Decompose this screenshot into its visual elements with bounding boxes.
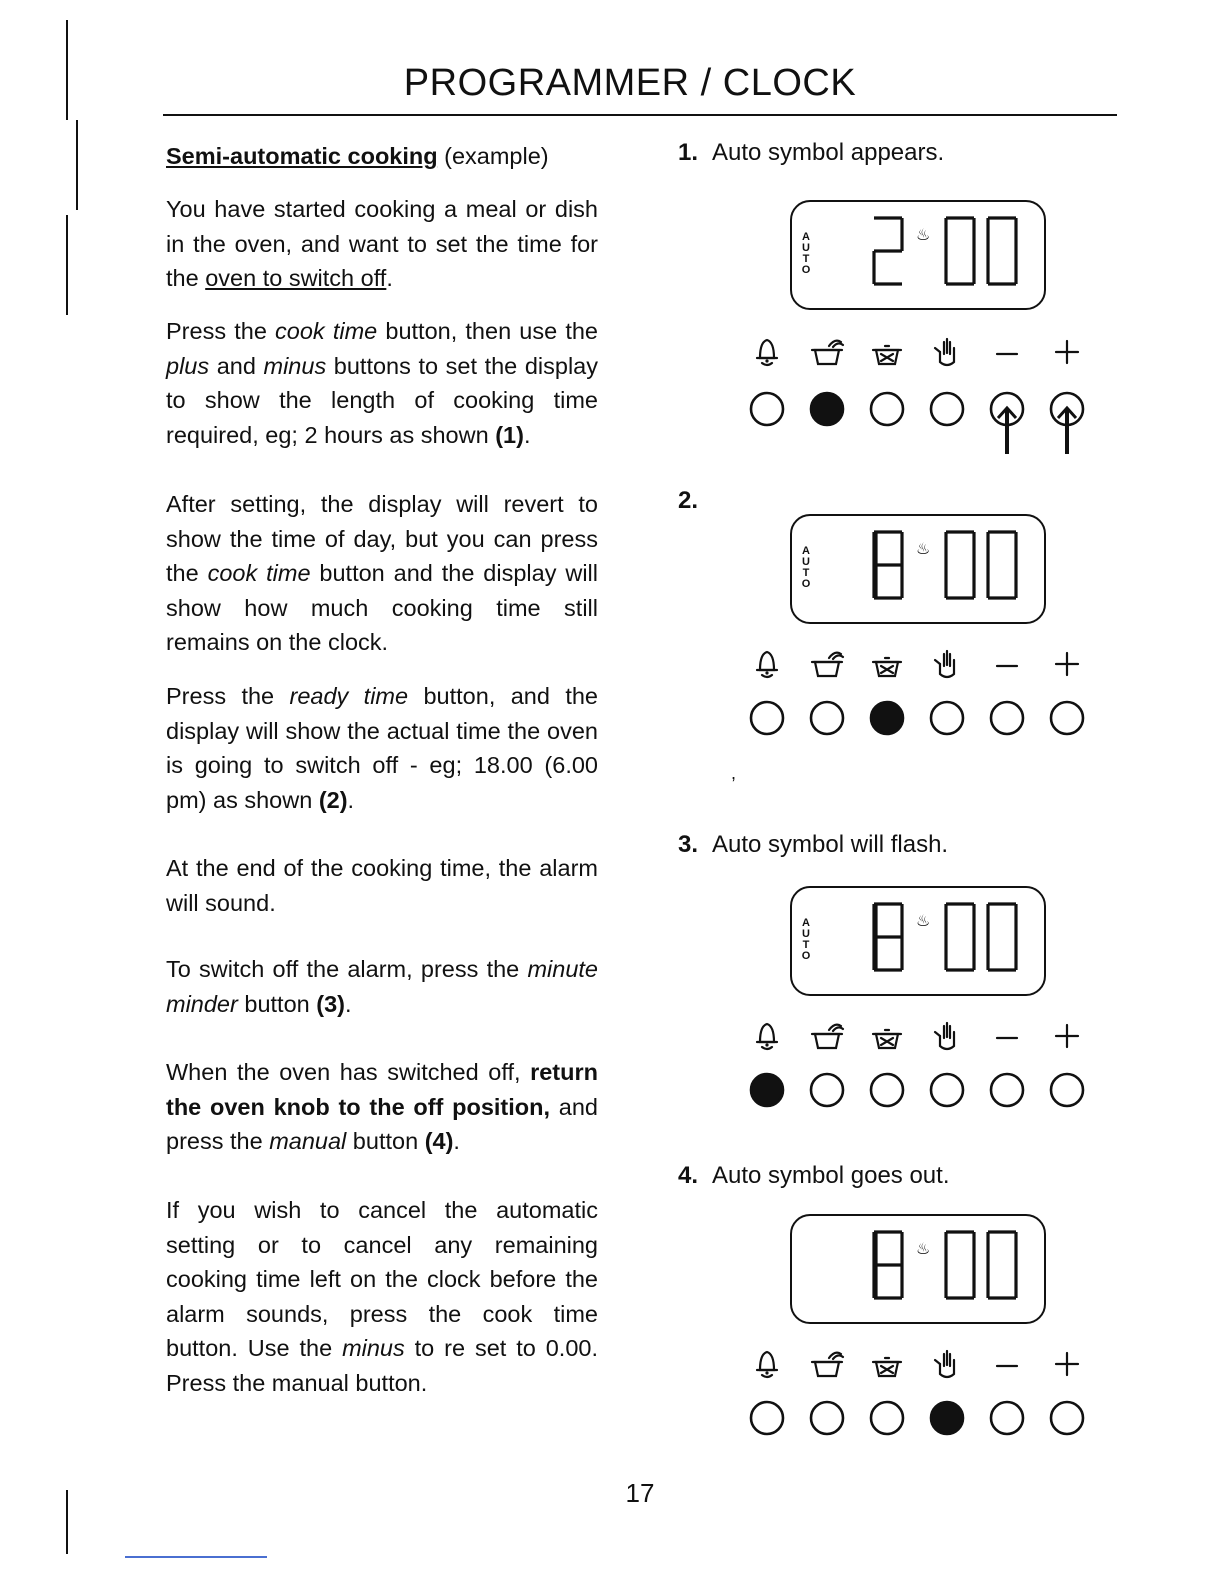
minus-icon: [985, 642, 1029, 686]
figure-ref: (3): [316, 990, 345, 1017]
control-icons-row: [735, 1342, 1095, 1386]
cook-time-pot-icon: [805, 330, 849, 374]
control-button-3[interactable]: [864, 1395, 910, 1441]
manual-hand-icon: [925, 642, 969, 686]
control-button-5[interactable]: [984, 1395, 1030, 1441]
lcd-time-digits: [792, 1216, 1044, 1322]
control-button-5[interactable]: [984, 1067, 1030, 1113]
text: .: [344, 990, 352, 1017]
paragraph-switch-off-alarm: [166, 952, 598, 1021]
minute-minder-bell-icon: [745, 330, 789, 374]
control-icons-row: [735, 1014, 1095, 1058]
step-number: 1.: [678, 139, 699, 166]
control-button-4[interactable]: [924, 1395, 970, 1441]
paragraph-set-cook-time: [166, 314, 598, 452]
control-button-3[interactable]: [864, 695, 910, 741]
bottom-rule: [125, 1556, 267, 1558]
margin-mark: [76, 120, 78, 210]
control-button-4[interactable]: [924, 386, 970, 432]
control-button-1[interactable]: [744, 695, 790, 741]
step-caption: Auto symbol appears.: [712, 139, 945, 166]
ready-time-pot-icon: [865, 1342, 909, 1386]
text: button: [346, 1128, 425, 1155]
text: To switch off the alarm, press the: [166, 956, 528, 982]
stray-mark: ,: [731, 763, 737, 783]
margin-mark: [66, 1490, 68, 1554]
cook-time-pot-icon: [805, 642, 849, 686]
step-label: [678, 831, 948, 859]
control-button-6[interactable]: [1044, 1067, 1090, 1113]
control-button-4[interactable]: [924, 1067, 970, 1113]
step-number: 2.: [678, 487, 699, 514]
text: and press the: [166, 1093, 598, 1155]
text: You have started cooking a meal or dish in the oven, and want to set the time for the: [166, 196, 598, 292]
italic-text: cook time: [275, 318, 378, 344]
control-button-5[interactable]: [984, 386, 1030, 432]
control-button-2[interactable]: [804, 1395, 850, 1441]
lcd-display: [790, 1214, 1046, 1324]
italic-text: plus: [166, 352, 210, 379]
step-caption: Auto symbol will flash.: [712, 831, 949, 858]
text: button, and the display will show the actual time the oven is going to switch off - eg; 18.00 (6.00 pm) as shown: [166, 683, 598, 813]
paragraph-ready-time: [166, 679, 598, 817]
lcd-display: [790, 886, 1046, 996]
lcd-display: [790, 200, 1046, 310]
step-number: 3.: [678, 831, 699, 858]
margin-mark: [66, 215, 68, 315]
section-heading-title: Semi-automatic cooking: [166, 143, 438, 169]
manual-hand-icon: [925, 1014, 969, 1058]
text: .: [347, 786, 355, 813]
text: button, then use the: [377, 318, 598, 344]
text: .: [453, 1128, 460, 1155]
step-caption: Auto symbol goes out.: [712, 1162, 950, 1189]
section-heading-suffix: (example): [437, 143, 549, 169]
text: buttons to set the display to show the length of cooking time required, eg; 2 hours as shown: [166, 352, 598, 448]
plus-icon: [1045, 1014, 1089, 1058]
manual-hand-icon: [925, 330, 969, 374]
minute-minder-bell-icon: [745, 1342, 789, 1386]
lcd-time-digits: [792, 202, 1044, 308]
section-heading: [166, 139, 598, 174]
lcd-time-digits: [792, 888, 1044, 994]
control-button-1[interactable]: [744, 1395, 790, 1441]
page-title: PROGRAMMER / CLOCK: [403, 62, 857, 104]
italic-text: manual: [269, 1128, 347, 1155]
plus-icon: [1045, 642, 1089, 686]
italic-text: cook time: [207, 560, 311, 587]
paragraph-cancel: [166, 1193, 598, 1401]
italic-text: minus: [342, 1335, 405, 1362]
text: .: [386, 265, 393, 292]
control-button-6[interactable]: [1044, 1395, 1090, 1441]
cook-time-pot-icon: [805, 1342, 849, 1386]
minus-icon: [985, 1342, 1029, 1386]
paragraph-after-setting: [166, 487, 598, 660]
control-buttons-row: [735, 1067, 1095, 1113]
step-number: 4.: [678, 1162, 699, 1189]
step-label: [678, 1162, 949, 1190]
control-icons-row: [735, 330, 1095, 374]
paragraph-oven-off: [166, 1055, 598, 1159]
figure-ref: (1): [495, 421, 524, 448]
minus-icon: [985, 1014, 1029, 1058]
auto-indicator: A U T O: [801, 545, 811, 590]
control-button-2[interactable]: [804, 386, 850, 432]
lcd-pot-symbol-icon: ♨: [916, 911, 931, 930]
figure-ref: (4): [424, 1128, 454, 1155]
text: button: [237, 990, 317, 1017]
step-label: [678, 487, 712, 515]
control-buttons-row: [735, 386, 1095, 432]
lcd-pot-symbol-icon: ♨: [916, 539, 931, 558]
underlined-text: oven to switch off: [205, 265, 387, 292]
text: If you wish to cancel the automatic setting or to cancel any remaining cooking time left on the clock before the alarm sounds, press the cook time button. Use the: [166, 1197, 598, 1362]
text: button and the display will show how much cooking time still remains on the clock.: [166, 560, 598, 656]
control-buttons-row: [735, 695, 1095, 741]
italic-text: minute minder: [166, 956, 598, 1017]
text: At the end of the cooking time, the alarm will sound.: [166, 855, 598, 916]
control-button-3[interactable]: [864, 386, 910, 432]
lcd-display: [790, 514, 1046, 624]
text: .: [523, 421, 531, 448]
text: to re set to 0.00. Press the manual button.: [166, 1335, 598, 1396]
control-icons-row: [735, 642, 1095, 686]
minute-minder-bell-icon: [745, 1014, 789, 1058]
control-button-3[interactable]: [864, 1067, 910, 1113]
italic-text: minus: [263, 352, 327, 379]
minute-minder-bell-icon: [745, 642, 789, 686]
control-button-4[interactable]: [924, 695, 970, 741]
control-buttons-row: [735, 1395, 1095, 1441]
step-label: [678, 139, 944, 167]
control-button-5[interactable]: [984, 695, 1030, 741]
page-number: 17: [625, 1478, 655, 1508]
control-button-6[interactable]: [1044, 386, 1090, 432]
minus-icon: [985, 330, 1029, 374]
manual-hand-icon: [925, 1342, 969, 1386]
plus-icon: [1045, 1342, 1089, 1386]
text: Press the: [166, 683, 290, 709]
plus-icon: [1045, 330, 1089, 374]
control-button-2[interactable]: [804, 695, 850, 741]
title-rule: [163, 114, 1117, 116]
control-button-1[interactable]: [744, 1067, 790, 1113]
paragraph-alarm: [166, 851, 598, 920]
auto-indicator: A U T O: [801, 917, 811, 962]
control-button-2[interactable]: [804, 1067, 850, 1113]
figure-ref: (2): [318, 786, 348, 813]
lcd-time-digits: [792, 516, 1044, 622]
italic-text: ready time: [289, 683, 409, 709]
ready-time-pot-icon: [865, 330, 909, 374]
text: When the oven has switched off,: [166, 1059, 531, 1085]
text: Press the: [166, 318, 276, 344]
ready-time-pot-icon: [865, 1014, 909, 1058]
text: After setting, the display will revert to show the time of day, but you can press the: [166, 491, 598, 587]
control-button-6[interactable]: [1044, 695, 1090, 741]
cook-time-pot-icon: [805, 1014, 849, 1058]
auto-indicator: A U T O: [801, 231, 811, 276]
ready-time-pot-icon: [865, 642, 909, 686]
bold-text: return the oven knob to the off position,: [166, 1059, 598, 1120]
lcd-pot-symbol-icon: ♨: [916, 225, 931, 244]
lcd-pot-symbol-icon: ♨: [916, 1239, 931, 1258]
text: and: [209, 352, 264, 379]
control-button-1[interactable]: [744, 386, 790, 432]
paragraph-intro: [166, 192, 598, 296]
